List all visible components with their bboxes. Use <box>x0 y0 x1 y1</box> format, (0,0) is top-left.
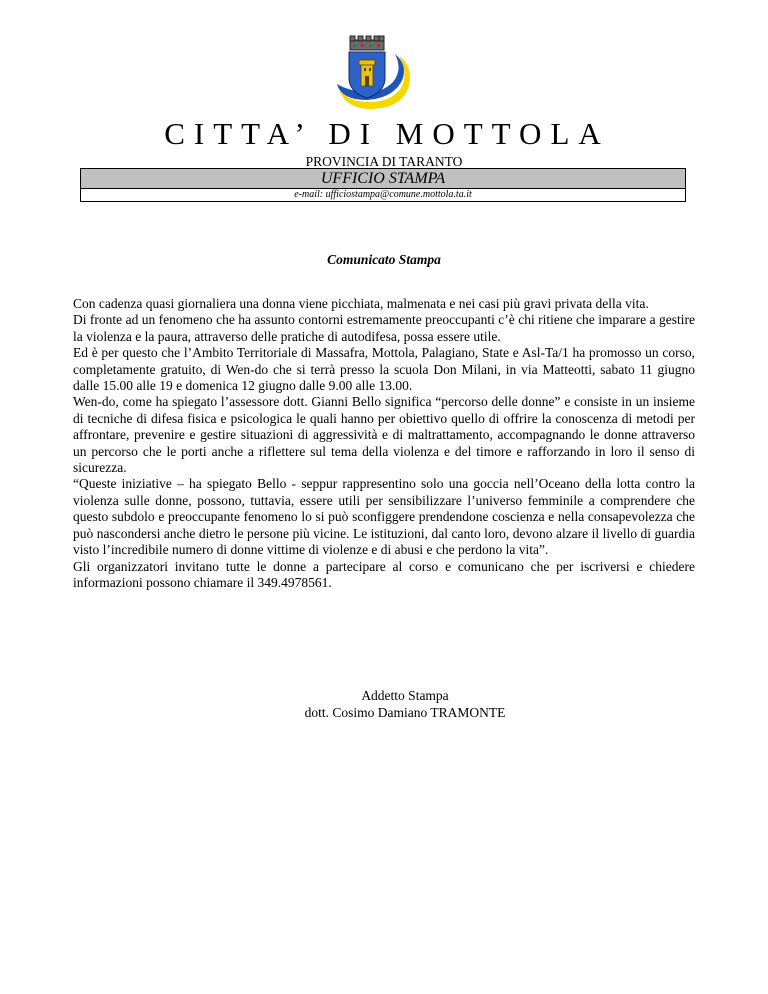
signature-block <box>270 687 540 721</box>
press-release-body <box>73 296 695 591</box>
body-paragraph: “Queste iniziative – ha spiegato Bello - seppur rappresentino solo una goccia nell’Oceano della lotta contro la violenza sulle donne, possono, tuttavia, essere utili per sensibilizzare l’universo femminile a comprendere che questo subdolo e preoccupante fenomeno lo si può sconfiggere prendendone coscienza e nella consapevolezza che può nascondersi anche dietro le persone più vicine. Le istituzioni, dal canto loro, devono alzare il livello di guardia visto l’incredibile numero di donne vittime di violenze e di abusi e che perdono la vita”. <box>73 476 695 558</box>
body-paragraph: Ed è per questo che l’Ambito Territoriale di Massafra, Mottola, Palagiano, State e Asl-Ta/1 ha promosso un corso, completamente gratuito, di Wen-do che si terrà presso la scuola Don Milani, in via Matteotti, sabato 11 giugno dalle 15.00 alle 19 e domenica 12 giugno dalle 9.00 alle 13.00. <box>73 345 695 394</box>
signature-name: dott. Cosimo Damiano TRAMONTE <box>304 705 506 720</box>
body-paragraph: Gli organizzatori invitano tutte le donne a partecipare al corso e comunicano che per iscriversi e chiedere informazioni possono chiamare il 349.4978561. <box>73 558 695 590</box>
office-header-box <box>80 168 686 202</box>
office-email: e-mail: ufficiostampa@comune.mottola.ta.it <box>294 189 472 200</box>
body-paragraph: Di fronte ad un fenomeno che ha assunto contorni estremamente preoccupanti c’è chi ritiene che imparare a gestire la violenza e la paura, attraverso delle pratiche di autodifesa, possa essere utile. <box>73 312 695 344</box>
body-paragraph: Con cadenza quasi giornaliera una donna viene picchiata, malmenata e nei casi più gravi privata della vita. <box>73 296 649 311</box>
province-label: PROVINCIA DI TARANTO <box>305 154 463 169</box>
press-release-heading: Comunicato Stampa <box>327 252 441 267</box>
office-title: UFFICIO STAMPA <box>81 169 685 189</box>
body-paragraph: Wen-do, come ha spiegato l’assessore dott. Gianni Bello significa “percorso delle donne” e consiste in un insieme di tecniche di difesa fisica e psicologica le quali hanno per obiettivo quello di offrire la conoscenza di metodi per affrontare, prevenire e gestire situazioni di aggressività e di maltrattamento, accompagnando le donne attraverso un percorso che le porti anche a riflettere sul tema della violenza e del timore e rafforzando in loro il senso di sicurezza. <box>73 394 695 476</box>
coat-of-arms-icon <box>333 34 415 114</box>
signature-role: Addetto Stampa <box>361 688 449 703</box>
city-title: CITTA’ DI MOTTOLA <box>164 116 610 151</box>
